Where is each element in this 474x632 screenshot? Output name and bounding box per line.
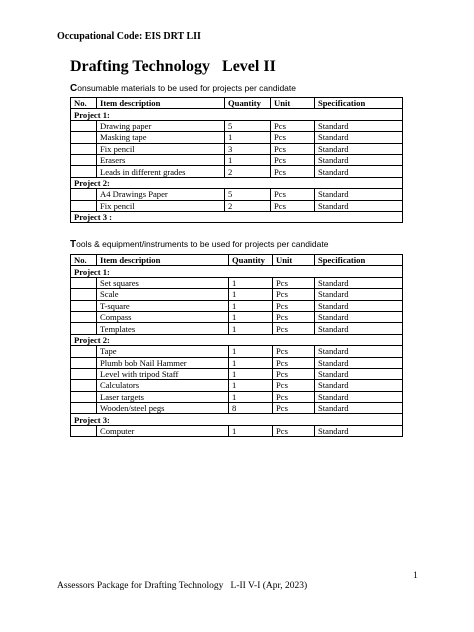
column-header: Item description <box>97 255 229 266</box>
quantity-cell: 2 <box>225 200 271 211</box>
unit-cell: Pcs <box>273 425 315 436</box>
item-description-cell: Fix pencil <box>97 143 225 154</box>
specification-cell: Standard <box>315 132 403 143</box>
specification-cell: Standard <box>315 289 403 300</box>
no-cell <box>71 154 97 165</box>
tools-table <box>70 254 403 437</box>
column-header: No. <box>71 98 97 109</box>
specification-cell: Standard <box>315 323 403 334</box>
unit-cell: Pcs <box>271 120 315 131</box>
consumables-table <box>70 97 403 223</box>
quantity-cell: 1 <box>229 300 273 311</box>
quantity-cell: 1 <box>229 425 273 436</box>
unit-cell: Pcs <box>273 311 315 322</box>
no-cell <box>71 300 97 311</box>
table-header-row <box>71 255 403 266</box>
item-description-cell: Level with tripod Staff <box>97 368 229 379</box>
no-cell <box>71 200 97 211</box>
table-row <box>71 289 403 300</box>
no-cell <box>71 391 97 402</box>
unit-cell: Pcs <box>273 300 315 311</box>
specification-cell: Standard <box>315 391 403 402</box>
table-row <box>71 391 403 402</box>
tools-caption <box>70 239 328 250</box>
unit-cell: Pcs <box>271 143 315 154</box>
column-header: No. <box>71 255 97 266</box>
specification-cell: Standard <box>315 120 403 131</box>
specification-cell: Standard <box>315 189 403 200</box>
quantity-cell: 1 <box>225 154 271 165</box>
quantity-cell: 3 <box>225 143 271 154</box>
quantity-cell: 1 <box>225 132 271 143</box>
table-row <box>71 189 403 200</box>
tools-caption-initial: T <box>70 239 77 250</box>
quantity-cell: 1 <box>229 311 273 322</box>
unit-cell: Pcs <box>273 346 315 357</box>
project-row <box>71 334 403 345</box>
project-label: Project 2: <box>71 334 403 345</box>
table-row <box>71 357 403 368</box>
column-header: Unit <box>271 98 315 109</box>
column-header: Quantity <box>225 98 271 109</box>
specification-cell: Standard <box>315 311 403 322</box>
quantity-cell: 1 <box>229 391 273 402</box>
unit-cell: Pcs <box>271 154 315 165</box>
item-description-cell: Set squares <box>97 277 229 288</box>
table-row <box>71 323 403 334</box>
project-row <box>71 211 403 222</box>
project-label: Project 3 : <box>71 211 403 222</box>
column-header: Unit <box>273 255 315 266</box>
column-header: Item description <box>97 98 225 109</box>
table-row <box>71 311 403 322</box>
no-cell <box>71 368 97 379</box>
specification-cell: Standard <box>315 277 403 288</box>
quantity-cell: 1 <box>229 368 273 379</box>
item-description-cell: T-square <box>97 300 229 311</box>
table-row <box>71 380 403 391</box>
no-cell <box>71 425 97 436</box>
quantity-cell: 1 <box>229 277 273 288</box>
quantity-cell: 1 <box>229 346 273 357</box>
item-description-cell: Wooden/steel pegs <box>97 403 229 414</box>
project-row <box>71 414 403 425</box>
item-description-cell: Erasers <box>97 154 225 165</box>
quantity-cell: 8 <box>229 403 273 414</box>
item-description-cell: Fix pencil <box>97 200 225 211</box>
specification-cell: Standard <box>315 368 403 379</box>
column-header: Specification <box>315 98 403 109</box>
quantity-cell: 5 <box>225 120 271 131</box>
column-header: Quantity <box>229 255 273 266</box>
unit-cell: Pcs <box>273 391 315 402</box>
table-row <box>71 346 403 357</box>
specification-cell: Standard <box>315 166 403 177</box>
unit-cell: Pcs <box>273 403 315 414</box>
no-cell <box>71 143 97 154</box>
table-row <box>71 200 403 211</box>
item-description-cell: Compass <box>97 311 229 322</box>
unit-cell: Pcs <box>273 357 315 368</box>
no-cell <box>71 323 97 334</box>
quantity-cell: 1 <box>229 380 273 391</box>
item-description-cell: Laser targets <box>97 391 229 402</box>
table-header-row <box>71 98 403 109</box>
project-label: Project 1: <box>71 266 403 277</box>
item-description-cell: Masking tape <box>97 132 225 143</box>
no-cell <box>71 120 97 131</box>
table-row <box>71 425 403 436</box>
occupational-code: Occupational Code: EIS DRT LII <box>57 31 201 42</box>
specification-cell: Standard <box>315 357 403 368</box>
no-cell <box>71 380 97 391</box>
item-description-cell: A4 Drawings Paper <box>97 189 225 200</box>
no-cell <box>71 311 97 322</box>
table-row <box>71 120 403 131</box>
page-number: 1 <box>413 571 418 581</box>
project-row <box>71 266 403 277</box>
specification-cell: Standard <box>315 403 403 414</box>
no-cell <box>71 166 97 177</box>
unit-cell: Pcs <box>271 132 315 143</box>
item-description-cell: Plumb bob Nail Hammer <box>97 357 229 368</box>
item-description-cell: Templates <box>97 323 229 334</box>
column-header: Specification <box>315 255 403 266</box>
quantity-cell: 1 <box>229 289 273 300</box>
specification-cell: Standard <box>315 380 403 391</box>
item-description-cell: Tape <box>97 346 229 357</box>
consumables-caption-initial: C <box>70 83 78 94</box>
unit-cell: Pcs <box>273 368 315 379</box>
no-cell <box>71 277 97 288</box>
unit-cell: Pcs <box>271 166 315 177</box>
table-row <box>71 143 403 154</box>
quantity-cell: 2 <box>225 166 271 177</box>
unit-cell: Pcs <box>273 323 315 334</box>
unit-cell: Pcs <box>273 380 315 391</box>
project-label: Project 1: <box>71 109 403 120</box>
table-row <box>71 154 403 165</box>
no-cell <box>71 357 97 368</box>
no-cell <box>71 346 97 357</box>
project-row <box>71 109 403 120</box>
item-description-cell: Calculators <box>97 380 229 391</box>
unit-cell: Pcs <box>271 189 315 200</box>
page-title: Drafting Technology Level II <box>70 58 276 75</box>
no-cell <box>71 289 97 300</box>
project-label: Project 3: <box>71 414 403 425</box>
table-row <box>71 368 403 379</box>
tools-caption-text: ools & equipment/instruments to be used for projects per candidate <box>76 239 329 249</box>
page-footer: Assessors Package for Drafting Technology L-II V-I (Apr, 2023) <box>57 581 308 591</box>
consumables-caption-text: onsumable materials to be used for projects per candidate <box>77 83 296 93</box>
specification-cell: Standard <box>315 425 403 436</box>
quantity-cell: 1 <box>229 357 273 368</box>
item-description-cell: Leads in different grades <box>97 166 225 177</box>
table-row <box>71 166 403 177</box>
table-row <box>71 403 403 414</box>
no-cell <box>71 189 97 200</box>
unit-cell: Pcs <box>271 200 315 211</box>
project-row <box>71 177 403 188</box>
no-cell <box>71 132 97 143</box>
unit-cell: Pcs <box>273 289 315 300</box>
table-row <box>71 300 403 311</box>
unit-cell: Pcs <box>273 277 315 288</box>
specification-cell: Standard <box>315 154 403 165</box>
table-row <box>71 277 403 288</box>
no-cell <box>71 403 97 414</box>
quantity-cell: 1 <box>229 323 273 334</box>
item-description-cell: Scale <box>97 289 229 300</box>
quantity-cell: 5 <box>225 189 271 200</box>
project-label: Project 2: <box>71 177 403 188</box>
consumables-caption <box>70 83 296 94</box>
item-description-cell: Computer <box>97 425 229 436</box>
specification-cell: Standard <box>315 346 403 357</box>
specification-cell: Standard <box>315 143 403 154</box>
item-description-cell: Drawing paper <box>97 120 225 131</box>
table-row <box>71 132 403 143</box>
specification-cell: Standard <box>315 200 403 211</box>
specification-cell: Standard <box>315 300 403 311</box>
